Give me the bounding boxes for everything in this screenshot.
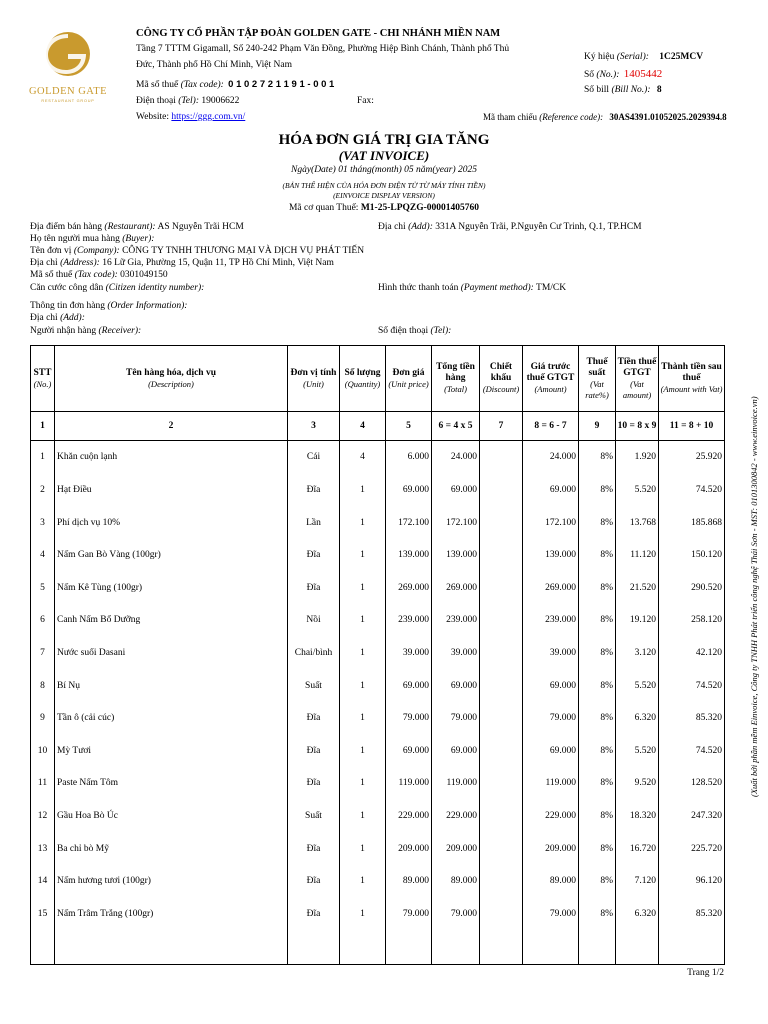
cell-desc: Nấm hương tươi (100gr): [55, 865, 288, 898]
cell-desc: Paste Nấm Tôm: [55, 768, 288, 801]
invoice-title-en: (VAT INVOICE): [338, 148, 430, 163]
cell-rate: 8%: [579, 572, 616, 605]
cell-total: 79.000: [432, 898, 480, 931]
seller-address-line2: Đức, Thành phố Hồ Chí Minh, Việt Nam: [136, 60, 292, 70]
cell-qty: 1: [340, 768, 386, 801]
cell-price: 6.000: [386, 441, 432, 475]
cell-amount: 69.000: [523, 735, 579, 768]
table-row: [31, 507, 725, 540]
filler-cell: [386, 931, 432, 965]
order-address-line: Địa chỉ (Add):: [30, 313, 85, 323]
cell-qty: 4: [340, 441, 386, 475]
filler-cell: [659, 931, 725, 965]
seller-company-name: CÔNG TY CỔ PHẦN TẬP ĐOÀN GOLDEN GATE - CHI NHÁNH MIỀN NAM: [136, 28, 501, 39]
invoice-serial: Ký hiệu (Serial): 1C25MCV: [584, 52, 704, 62]
restaurant-address: Địa chỉ (Add): 331A Nguyễn Trãi, P.Nguyễn Cư Trinh, Q.1, TP.HCM: [378, 222, 642, 232]
column-header-label: Chiết khấu: [489, 362, 513, 383]
cell-desc: Gầu Hoa Bò Úc: [55, 800, 288, 833]
cell-rate: 8%: [579, 539, 616, 572]
cell-discount: [480, 768, 523, 801]
filler-cell: [579, 931, 616, 965]
cell-with_vat: 150.120: [659, 539, 725, 572]
column-header-label: STT: [33, 367, 52, 378]
cell-unit: Đĩa: [288, 865, 340, 898]
column-number: 3: [288, 412, 340, 441]
cell-discount: [480, 865, 523, 898]
cell-rate: 8%: [579, 670, 616, 703]
cell-rate: 8%: [579, 735, 616, 768]
buyer-name-line: Họ tên người mua hàng (Buyer):: [30, 234, 155, 244]
cell-rate: 8%: [579, 865, 616, 898]
cell-total: 209.000: [432, 833, 480, 866]
filler-cell: [55, 931, 288, 965]
cell-rate: 8%: [579, 800, 616, 833]
table-row: [31, 637, 725, 670]
cell-with_vat: 290.520: [659, 572, 725, 605]
table-row: [31, 865, 725, 898]
cell-with_vat: 247.320: [659, 800, 725, 833]
cell-with_vat: 85.320: [659, 898, 725, 931]
seller-website: Website: https://ggg.com.vn/: [136, 112, 246, 122]
column-header-sublabel: (Vat amount): [622, 378, 652, 400]
cell-amount: 269.000: [523, 572, 579, 605]
cell-with_vat: 42.120: [659, 637, 725, 670]
column-header-11: [659, 346, 725, 412]
cell-amount: 119.000: [523, 768, 579, 801]
cell-with_vat: 128.520: [659, 768, 725, 801]
column-number: 7: [480, 412, 523, 441]
cell-rate: 8%: [579, 441, 616, 475]
cell-unit: Lần: [288, 507, 340, 540]
cell-unit: Đĩa: [288, 474, 340, 507]
restaurant-line: Địa điểm bán hàng (Restaurant): AS Nguyễn Trãi HCM: [30, 222, 244, 232]
cell-qty: 1: [340, 507, 386, 540]
cell-rate: 8%: [579, 474, 616, 507]
table-row: [31, 539, 725, 572]
column-header-1: [31, 346, 55, 412]
cell-price: 69.000: [386, 735, 432, 768]
cell-vat: 6.320: [616, 702, 659, 735]
buyer-address-line: Địa chỉ (Address): 16 Lữ Gia, Phường 15, Quận 11, TP Hồ Chí Minh, Việt Nam: [30, 258, 334, 268]
cell-desc: Bí Nụ: [55, 670, 288, 703]
cell-amount: 69.000: [523, 474, 579, 507]
buyer-company-line: Tên đơn vị (Company): CÔNG TY TNHH THƯƠNG MẠI VÀ DỊCH VỤ PHÁT TIẾN: [30, 246, 365, 256]
cell-qty: 1: [340, 572, 386, 605]
cell-unit: Đĩa: [288, 702, 340, 735]
logo-subtext: RESTAURANT GROUP: [41, 99, 95, 103]
cell-unit: Chai/bình: [288, 637, 340, 670]
cell-no: 12: [31, 800, 55, 833]
cell-desc: Nấm Gan Bò Vàng (100gr): [55, 539, 288, 572]
cell-with_vat: 85.320: [659, 702, 725, 735]
cell-discount: [480, 539, 523, 572]
cell-discount: [480, 735, 523, 768]
cell-price: 39.000: [386, 637, 432, 670]
table-row: [31, 768, 725, 801]
cell-price: 172.100: [386, 507, 432, 540]
golden-gate-logo: [28, 28, 108, 108]
receiver-phone-line: Số điện thoại (Tel):: [378, 326, 452, 336]
website-link[interactable]: https://ggg.com.vn/: [171, 112, 246, 122]
cell-desc: Phí dịch vụ 10%: [55, 507, 288, 540]
cell-price: 69.000: [386, 670, 432, 703]
table-row: [31, 800, 725, 833]
column-number: 11 = 8 + 10: [659, 412, 725, 441]
column-number: 5: [386, 412, 432, 441]
cell-with_vat: 185.868: [659, 507, 725, 540]
cell-unit: Suất: [288, 670, 340, 703]
column-header-sublabel: (Amount with Vat): [660, 384, 723, 394]
filler-cell: [31, 931, 55, 965]
cell-price: 229.000: [386, 800, 432, 833]
cell-no: 6: [31, 605, 55, 638]
cell-unit: Đĩa: [288, 768, 340, 801]
column-header-sublabel: (Discount): [482, 384, 520, 394]
cell-vat: 3.120: [616, 637, 659, 670]
cell-no: 15: [31, 898, 55, 931]
column-header-sublabel: (Vat rate%): [585, 378, 609, 400]
cell-price: 69.000: [386, 474, 432, 507]
filler-cell: [616, 931, 659, 965]
reference-code: Mã tham chiếu (Reference code): 30AS4391.01052025.2029394.8: [483, 112, 727, 122]
cell-amount: 172.100: [523, 507, 579, 540]
invoice-number-value: 1405442: [623, 68, 663, 80]
order-info-line: Thông tin đơn hàng (Order Information):: [30, 301, 188, 311]
cell-with_vat: 74.520: [659, 735, 725, 768]
cell-vat: 5.520: [616, 735, 659, 768]
cell-vat: 5.520: [616, 670, 659, 703]
cell-unit: Cái: [288, 441, 340, 475]
cell-price: 209.000: [386, 833, 432, 866]
cell-total: 269.000: [432, 572, 480, 605]
cell-no: 7: [31, 637, 55, 670]
cell-price: 79.000: [386, 702, 432, 735]
payment-method-line: Hình thức thanh toán (Payment method): TM/CK: [378, 283, 567, 293]
cell-no: 3: [31, 507, 55, 540]
cell-unit: Đĩa: [288, 833, 340, 866]
column-number: 9: [579, 412, 616, 441]
cell-price: 239.000: [386, 605, 432, 638]
cell-desc: Hạt Điều: [55, 474, 288, 507]
table-row: [31, 441, 725, 475]
cell-qty: 1: [340, 670, 386, 703]
cell-total: 69.000: [432, 735, 480, 768]
cell-desc: Nấm Trâm Trắng (100gr): [55, 898, 288, 931]
cell-desc: Ba chỉ bò Mỹ: [55, 833, 288, 866]
cell-desc: Nước suối Dasani: [55, 637, 288, 670]
cell-amount: 24.000: [523, 441, 579, 475]
table-filler-row: [31, 931, 725, 965]
cell-desc: Mỳ Tươi: [55, 735, 288, 768]
cell-desc: Nấm Kê Tùng (100gr): [55, 572, 288, 605]
column-header-label: Tiền thuế GTGT: [617, 356, 657, 378]
cell-vat: 13.768: [616, 507, 659, 540]
cell-qty: 1: [340, 637, 386, 670]
cell-no: 1: [31, 441, 55, 475]
cell-no: 4: [31, 539, 55, 572]
cell-rate: 8%: [579, 637, 616, 670]
cell-unit: Nồi: [288, 605, 340, 638]
cell-discount: [480, 898, 523, 931]
cell-desc: Khăn cuộn lạnh: [55, 441, 288, 475]
column-header-sublabel: (Quantity): [344, 378, 381, 389]
seller-tax-code: Mã số thuế (Tax code): 0 1 0 2 7 2 1 1 9 1 - 0 0 1: [136, 79, 335, 90]
invoice-title: HÓA ĐƠN GIÁ TRỊ GIA TĂNG: [278, 132, 490, 148]
column-number: 6 = 4 x 5: [432, 412, 480, 441]
cell-price: 119.000: [386, 768, 432, 801]
cell-rate: 8%: [579, 768, 616, 801]
cell-rate: 8%: [579, 605, 616, 638]
cell-with_vat: 225.720: [659, 833, 725, 866]
table-column-number-row: [31, 412, 725, 441]
table-body: [31, 441, 725, 965]
tax-authority-code: Mã cơ quan Thuế: M1-25-LPQZG-00001405760: [288, 203, 480, 213]
cell-no: 10: [31, 735, 55, 768]
cell-discount: [480, 637, 523, 670]
cell-qty: 1: [340, 800, 386, 833]
column-header-sublabel: (Total): [444, 384, 467, 394]
cell-total: 69.000: [432, 474, 480, 507]
column-header-10: [616, 346, 659, 412]
cell-total: 239.000: [432, 605, 480, 638]
column-header-sublabel: (Description): [148, 378, 194, 389]
filler-cell: [432, 931, 480, 965]
cell-rate: 8%: [579, 507, 616, 540]
table-row: [31, 670, 725, 703]
page-number: Trang 1/2: [687, 968, 724, 978]
items-table: [30, 345, 725, 965]
cell-no: 14: [31, 865, 55, 898]
cell-total: 172.100: [432, 507, 480, 540]
cell-rate: 8%: [579, 702, 616, 735]
column-header-label: Số lượng: [344, 367, 381, 378]
cell-total: 89.000: [432, 865, 480, 898]
table-row: [31, 833, 725, 866]
seller-phone: Điện thoại (Tel): 19006622: [136, 96, 240, 106]
cell-price: 79.000: [386, 898, 432, 931]
column-header-label: Thành tiền sau thuế: [661, 362, 722, 383]
column-header-label: Thuế suất: [586, 356, 608, 378]
receiver-line: Người nhận hàng (Receiver):: [30, 326, 142, 336]
column-header-9: [579, 346, 616, 412]
cell-vat: 19.120: [616, 605, 659, 638]
column-header-2: [55, 346, 288, 412]
cell-vat: 16.720: [616, 833, 659, 866]
cell-vat: 5.520: [616, 474, 659, 507]
cell-unit: Đĩa: [288, 898, 340, 931]
invoice-date: Ngày(Date) 01 tháng(month) 05 năm(year) 2025: [290, 165, 477, 175]
cell-vat: 11.120: [616, 539, 659, 572]
column-header-label: Giá trước thuế GTGT: [526, 362, 575, 383]
table-row: [31, 898, 725, 931]
cell-with_vat: 258.120: [659, 605, 725, 638]
column-number: 10 = 8 x 9: [616, 412, 659, 441]
cell-vat: 1.920: [616, 441, 659, 475]
cell-discount: [480, 474, 523, 507]
cell-amount: 229.000: [523, 800, 579, 833]
cell-vat: 7.120: [616, 865, 659, 898]
column-header-label: Đơn vị tính: [290, 367, 337, 378]
cell-price: 269.000: [386, 572, 432, 605]
cell-unit: Suất: [288, 800, 340, 833]
column-header-label: Tổng tiền hàng: [436, 362, 475, 383]
cell-price: 139.000: [386, 539, 432, 572]
cell-qty: 1: [340, 735, 386, 768]
filler-cell: [340, 931, 386, 965]
cell-no: 11: [31, 768, 55, 801]
cell-unit: Đĩa: [288, 572, 340, 605]
cell-amount: 139.000: [523, 539, 579, 572]
cell-discount: [480, 507, 523, 540]
cell-no: 9: [31, 702, 55, 735]
cell-vat: 9.520: [616, 768, 659, 801]
cell-no: 5: [31, 572, 55, 605]
cell-no: 2: [31, 474, 55, 507]
cell-amount: 39.000: [523, 637, 579, 670]
cell-qty: 1: [340, 702, 386, 735]
cell-total: 229.000: [432, 800, 480, 833]
table-row: [31, 572, 725, 605]
column-number: 8 = 6 - 7: [523, 412, 579, 441]
software-vertical-note: (Xuất bởi phần mềm Einvoice, Công ty TNHH Phát triển công nghệ Thái Sơn - MST: 0101300842 - www.einvoice.vn): [749, 396, 759, 797]
citizen-id-line: Căn cước công dân (Citizen identity number):: [30, 283, 205, 293]
cell-total: 39.000: [432, 637, 480, 670]
cell-amount: 69.000: [523, 670, 579, 703]
cell-total: 119.000: [432, 768, 480, 801]
column-header-label: Tên hàng hóa, dịch vụ: [125, 367, 217, 378]
column-header-sublabel: (No.): [33, 378, 52, 389]
cell-total: 79.000: [432, 702, 480, 735]
cell-with_vat: 96.120: [659, 865, 725, 898]
cell-discount: [480, 702, 523, 735]
column-header-sublabel: (Unit price): [388, 378, 429, 389]
cell-discount: [480, 833, 523, 866]
cell-qty: 1: [340, 474, 386, 507]
cell-no: 8: [31, 670, 55, 703]
cell-amount: 209.000: [523, 833, 579, 866]
cell-total: 139.000: [432, 539, 480, 572]
cell-vat: 6.320: [616, 898, 659, 931]
column-number: 2: [55, 412, 288, 441]
column-header-sublabel: (Unit): [303, 378, 324, 389]
cell-discount: [480, 670, 523, 703]
column-number: 4: [340, 412, 386, 441]
cell-qty: 1: [340, 605, 386, 638]
cell-vat: 21.520: [616, 572, 659, 605]
cell-unit: Đĩa: [288, 539, 340, 572]
cell-with_vat: 74.520: [659, 474, 725, 507]
cell-vat: 18.320: [616, 800, 659, 833]
cell-desc: Canh Nấm Bổ Dưỡng: [55, 605, 288, 638]
column-header-5: [386, 346, 432, 412]
cell-with_vat: 25.920: [659, 441, 725, 475]
cell-qty: 1: [340, 833, 386, 866]
cell-amount: 79.000: [523, 898, 579, 931]
table-row: [31, 474, 725, 507]
cell-total: 69.000: [432, 670, 480, 703]
seller-address-line1: Tầng 7 TTTM Gigamall, Số 240-242 Phạm Văn Đồng, Phường Hiệp Bình Chánh, Thành phố Thủ: [136, 44, 510, 54]
seller-tax-value: 0 1 0 2 7 2 1 1 9 1 - 0 0 1: [228, 79, 335, 90]
cell-discount: [480, 441, 523, 475]
filler-cell: [288, 931, 340, 965]
display-version-vi: (BẢN THỂ HIỆN CỦA HÓA ĐƠN ĐIỆN TỬ TỪ MÁY TÍNH TIỀN): [282, 181, 486, 190]
column-header-label: Đơn giá: [392, 367, 425, 378]
cell-qty: 1: [340, 539, 386, 572]
cell-discount: [480, 800, 523, 833]
cell-price: 89.000: [386, 865, 432, 898]
cell-rate: 8%: [579, 898, 616, 931]
filler-cell: [523, 931, 579, 965]
logo-text: GOLDEN GATE: [28, 86, 108, 97]
cell-qty: 1: [340, 865, 386, 898]
column-header-4: [340, 346, 386, 412]
column-header-6: [432, 346, 480, 412]
table-header-row: [31, 346, 725, 412]
cell-discount: [480, 572, 523, 605]
column-header-3: [288, 346, 340, 412]
column-header-7: [480, 346, 523, 412]
cell-desc: Tần ô (cải cúc): [55, 702, 288, 735]
cell-amount: 89.000: [523, 865, 579, 898]
table-row: [31, 605, 725, 638]
cell-amount: 79.000: [523, 702, 579, 735]
column-number: 1: [31, 412, 55, 441]
cell-discount: [480, 605, 523, 638]
cell-qty: 1: [340, 898, 386, 931]
seller-fax-label: Fax:: [357, 96, 374, 106]
column-header-sublabel: (Amount): [534, 384, 567, 394]
filler-cell: [480, 931, 523, 965]
cell-with_vat: 74.520: [659, 670, 725, 703]
cell-total: 24.000: [432, 441, 480, 475]
column-header-8: [523, 346, 579, 412]
invoice-number: Số (No.): 1405442: [584, 68, 663, 80]
buyer-tax-line: Mã số thuế (Tax code): 0301049150: [30, 270, 168, 280]
cell-rate: 8%: [579, 833, 616, 866]
table-row: [31, 702, 725, 735]
table-row: [31, 735, 725, 768]
display-version-en: (EINVOICE DISPLAY VERSION): [333, 191, 435, 200]
cell-amount: 239.000: [523, 605, 579, 638]
bill-number: Số bill (Bill No.): 8: [584, 85, 662, 95]
cell-no: 13: [31, 833, 55, 866]
cell-unit: Đĩa: [288, 735, 340, 768]
